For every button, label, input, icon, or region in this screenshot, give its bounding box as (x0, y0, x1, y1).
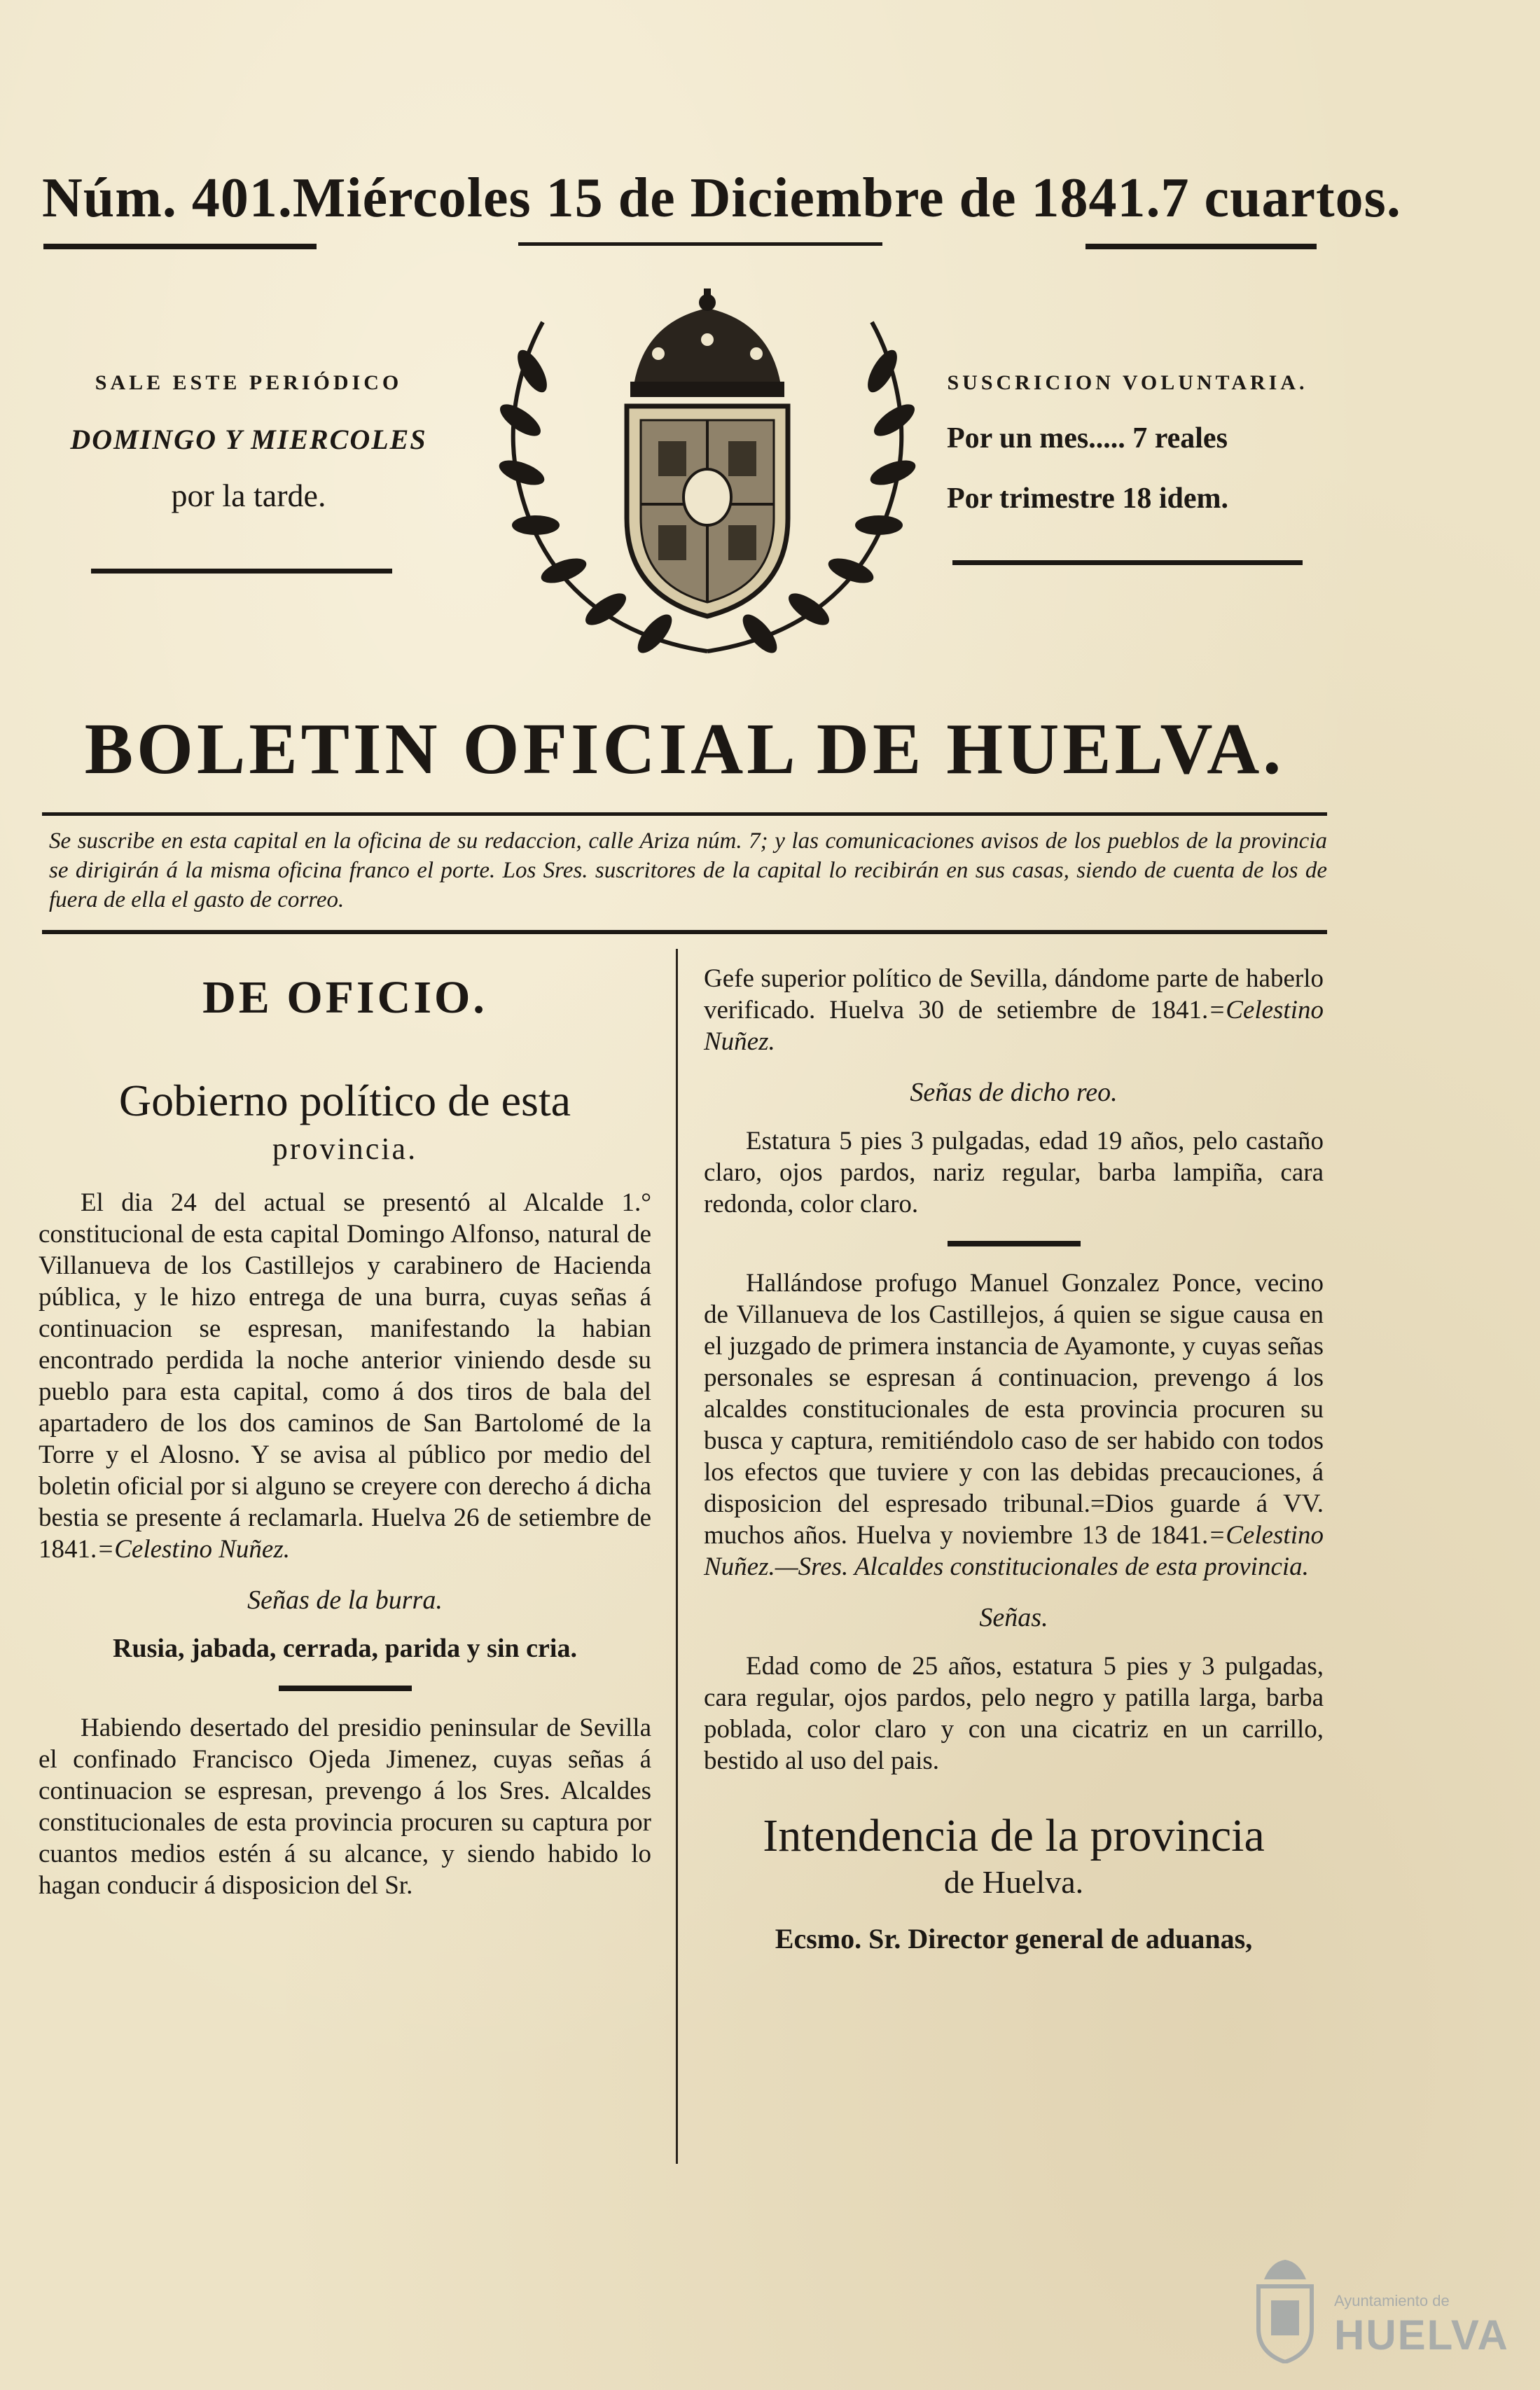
rates-line-2: Por un mes..... 7 reales (947, 422, 1228, 454)
watermark-big-text: HUELVA (1334, 2312, 1509, 2358)
notice-desertor-signature: =Celestino Nuñez. (704, 996, 1324, 1056)
issue-price: 7 cuartos. (1160, 167, 1401, 229)
masthead-rule-left (43, 244, 317, 249)
subscription-note: Se suscribe en esta capital en la oficina de su redaccion, calle Ariza núm. 7; y las comunicaciones avisos de los pueblos de la provincia se dirigirán á la misma oficina franco el porte. Los Sres. suscritores de la capital lo recibirán en sus casas, siendo de cuenta de los de fuera de ella el gasto de correo. (49, 828, 1327, 912)
masthead-rule-center (518, 242, 882, 246)
schedule-line-3: por la tarde. (171, 478, 326, 513)
notice-burra-signature: =Celestino Nuñez. (97, 1535, 290, 1564)
masthead-rule-right (1085, 244, 1317, 249)
title-rule-top (42, 812, 1327, 816)
masthead (42, 167, 1401, 230)
notice-desertor-continued (704, 963, 1324, 1057)
notice-desertor-continued-text: Gefe superior político de Sevilla, dándome parte de haberlo verificado. Huelva 30 de setiembre de 1841. (704, 964, 1324, 1024)
archive-watermark (1250, 2251, 1509, 2370)
newspaper-title: BOLETIN OFICIAL DE HUELVA. (84, 709, 1285, 789)
burra-description: Rusia, jabada, cerrada, parida y sin cria. (113, 1634, 577, 1663)
subscription-rates (931, 371, 1324, 515)
title-rule-bottom (42, 930, 1327, 934)
schedule-line-2: DOMINGO Y MIERCOLES (70, 424, 427, 455)
royal-coat-of-arms-icon (466, 287, 949, 672)
aduanas-salutation: Ecsmo. Sr. Director general de aduanas, (775, 1923, 1253, 1954)
notice-desertor: Habiendo desertado del presidio peninsular de Sevilla el confinado Francisco Ojeda Jimenez, cuyas señas á continuacion se espresan, prevengo á los Sres. Alcaldes constitucionales de esta provincia procuren su captura por cuantos medios estén á su alcance, y siendo habido lo hagan conducir á disposicion del Sr. (39, 1714, 651, 1900)
issue-number: Núm. 401. (42, 167, 293, 229)
gobierno-heading-sub: provincia. (272, 1132, 418, 1166)
separator (948, 1241, 1081, 1246)
schedule-line-1: SALE ESTE PERIÓDICO (95, 371, 403, 394)
rates-line-3: Por trimestre 18 idem. (947, 482, 1228, 515)
gobierno-heading: Gobierno político de esta (118, 1076, 571, 1125)
right-column (704, 963, 1324, 1954)
separator (279, 1686, 412, 1691)
notice-profugo-text: Hallándose profugo Manuel Gonzalez Ponce, vecino de Villanueva de los Castillejos, á quien se sigue causa en el juzgado de primera instancia de Ayamonte, y cuyas señas personales se espresan á continuacion, prevengo á los alcaldes constitucionales de esta provincia procuren su busca y captura, remitiéndolo caso de ser habido con todos los efectos que tuviere y con las debidas precauciones, á disposicion del espresado tribunal.=Dios guarde á VV. muchos años. Huelva y noviembre 13 de 1841. (704, 1269, 1324, 1550)
huelva-shield-icon (1250, 2258, 1320, 2363)
burra-description-title: Señas de la burra. (247, 1585, 443, 1615)
left-block-rule (91, 569, 392, 574)
intendencia-heading: Intendencia de la provincia (763, 1810, 1265, 1861)
column-divider (676, 949, 678, 2164)
section-heading: DE OFICIO. (202, 972, 487, 1023)
notice-burra-text: El dia 24 del actual se presentó al Alcalde 1.° constitucional de esta capital Domingo Alfonso, natural de Villanueva de los Castillejos y carabinero de Hacienda pública, y le hizo entrega de una burra, cuyas señas á continuacion se espresan, manifestando la habian encontrado perdida la noche anterior viniendo desde su pueblo para esta capital, como á dos tiros de bala del apartadero de los dos caminos de San Bartolomé de la Torre y el Alosno. Y se avisa al público por medio del boletin oficial por si alguno se creyere con derecho á dicha bestia se presente á reclamarla. Huelva 26 de setiembre de 1841. (39, 1188, 651, 1564)
notice-burra (39, 1187, 651, 1565)
reo-description-title: Señas de dicho reo. (910, 1078, 1118, 1107)
rates-line-1: SUSCRICION VOLUNTARIA. (947, 371, 1308, 394)
publication-schedule (42, 371, 455, 514)
right-block-rule (952, 560, 1303, 565)
notice-profugo (704, 1267, 1324, 1583)
profugo-description: Edad como de 25 años, estatura 5 pies y 3 pulgadas, cara regular, ojos pardos, pelo negro y patilla larga, barba poblada, color claro y con una cicatriz en un carrillo, bestido al uso del pais. (704, 1652, 1324, 1775)
notice-profugo-signature: =Celestino Nuñez.—Sres. Alcaldes constitucionales de esta provincia. (704, 1521, 1324, 1581)
watermark-small-text: Ayuntamiento de (1334, 2292, 1450, 2309)
issue-date: Miércoles 15 de Diciembre de 1841. (292, 167, 1161, 229)
left-column (39, 970, 651, 1901)
intendencia-heading-sub: de Huelva. (943, 1864, 1084, 1900)
profugo-description-title: Señas. (979, 1603, 1048, 1632)
reo-description: Estatura 5 pies 3 pulgadas, edad 19 años, pelo castaño claro, ojos pardos, nariz regular, barba lampiña, cara redonda, color claro. (704, 1127, 1324, 1218)
